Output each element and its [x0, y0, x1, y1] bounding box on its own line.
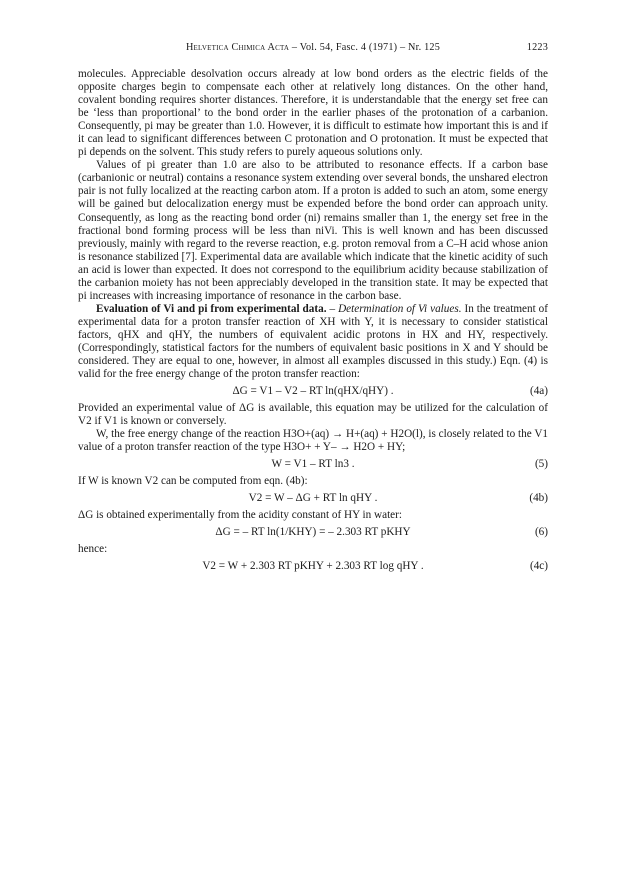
equation-6 — [78, 525, 548, 540]
equation-4c — [78, 559, 548, 574]
equation-5 — [78, 457, 548, 472]
equation-expression: V2 = W – ΔG + RT ln qHY . — [248, 492, 378, 505]
page — [78, 42, 548, 577]
running-header — [78, 42, 548, 58]
journal-volume: – Vol. 54, Fasc. 4 (1971) – Nr. 125 — [289, 42, 440, 53]
equation-4a — [78, 384, 548, 399]
page-number: 1223 — [526, 42, 548, 53]
paragraph-3 — [78, 303, 548, 381]
equation-expression: W = V1 – RT ln3 . — [271, 458, 355, 471]
paragraph-1: molecules. Appreciable desolvation occurs already at low bond orders as the electric fields of the opposite charges begin to compensate each other at relatively long distances. On the other hand, covalent bonding requires shorter distances. Therefore, it is understandable that the energy set free can be ‘less than proportional’ to the bond order in the earlier phases of the protonation of a carbanion. Consequently, pi may be greater than 1.0. However, it is difficult to estimate how important this is and if it can lead to significant differences between C protonation and O protonation. It must be expected that pi depends on the solvent. This study refers to purely aqueous solutions only. — [78, 68, 548, 159]
paragraph-4: Provided an experimental value of ΔG is available, this equation may be utilized for the calculation of V2 if V1 is known or conversely. — [78, 402, 548, 428]
equation-expression: ΔG = V1 – V2 – RT ln(qHX/qHY) . — [232, 385, 394, 398]
journal-citation — [78, 42, 548, 53]
equation-number: (4b) — [529, 492, 548, 505]
heading-dash: – — [326, 302, 339, 315]
paragraph-3-text: In the treatment of experimental data for a proton transfer reaction of XH with Y, it is necessary to consider statistical factors, qHX and qHY, the numbers of equivalent acidic protons in HX and HY, respectively. (Correspondingly, statistical factors for the numbers of equivalent basic positions in X and Y should be considered. They are equal to one, however, in almost all examples discussed in this study.) Eqn. (4) is valid for the free energy change of the proton transfer reaction: — [78, 302, 549, 381]
equation-number: (4c) — [529, 560, 548, 573]
subsection-heading: Determination of Vi values. — [338, 302, 462, 315]
equation-expression: V2 = W + 2.303 RT pKHY + 2.303 RT log qHY . — [202, 560, 424, 573]
paragraph-2: Values of pi greater than 1.0 are also to be attributed to resonance effects. If a carbon base (carbanionic or neutral) contains a resonance system extending over several bonds, the unshared electron pair is not fully localized at the reacting carbon atom. If a proton is added to such an atom, some energy will be gained but delocalization energy must be expended before the bond order can approach unity. Consequently, as long as the reacting bond order (ni) remains smaller than 1, the energy set free in the fractional bond forming process will be less than niVi. This is well known and has been discussed previously, mainly with regard to the reverse reaction, e.g. proton removal from a C–H acid whose anion is resonance stabilized [7]. Experimental data are available which indicate that the kinetic acidity of such an acid is lower than expected. It does not correspond to the equilibrium acidity because stabilization of the carbanion moiety has not been appreciably developed in the transition state. It may be expected that pi increases with increasing importance of resonance in the carbon base. — [78, 159, 548, 302]
equation-number: (5) — [534, 458, 548, 471]
journal-name: Helvetica Chimica Acta — [186, 42, 290, 53]
paragraph-7: ΔG is obtained experimentally from the acidity constant of HY in water: — [78, 509, 402, 522]
equation-number: (6) — [534, 526, 548, 539]
paragraph-6: If W is known V2 can be computed from eqn. (4b): — [78, 475, 308, 488]
paragraph-8: hence: — [78, 543, 108, 556]
equation-expression: ΔG = – RT ln(1/KHY) = – 2.303 RT pKHY — [215, 526, 411, 539]
section-heading: Evaluation of Vi and pi from experimental data. — [96, 302, 327, 315]
paragraph-5: W, the free energy change of the reaction H3O+(aq) → H+(aq) + H2O(l), is closely related to the V1 value of a proton transfer reaction of the type H3O+ + Y– → H2O + HY; — [78, 428, 548, 454]
equation-number: (4a) — [529, 385, 548, 398]
equation-4b — [78, 491, 548, 506]
article-body — [78, 68, 548, 574]
